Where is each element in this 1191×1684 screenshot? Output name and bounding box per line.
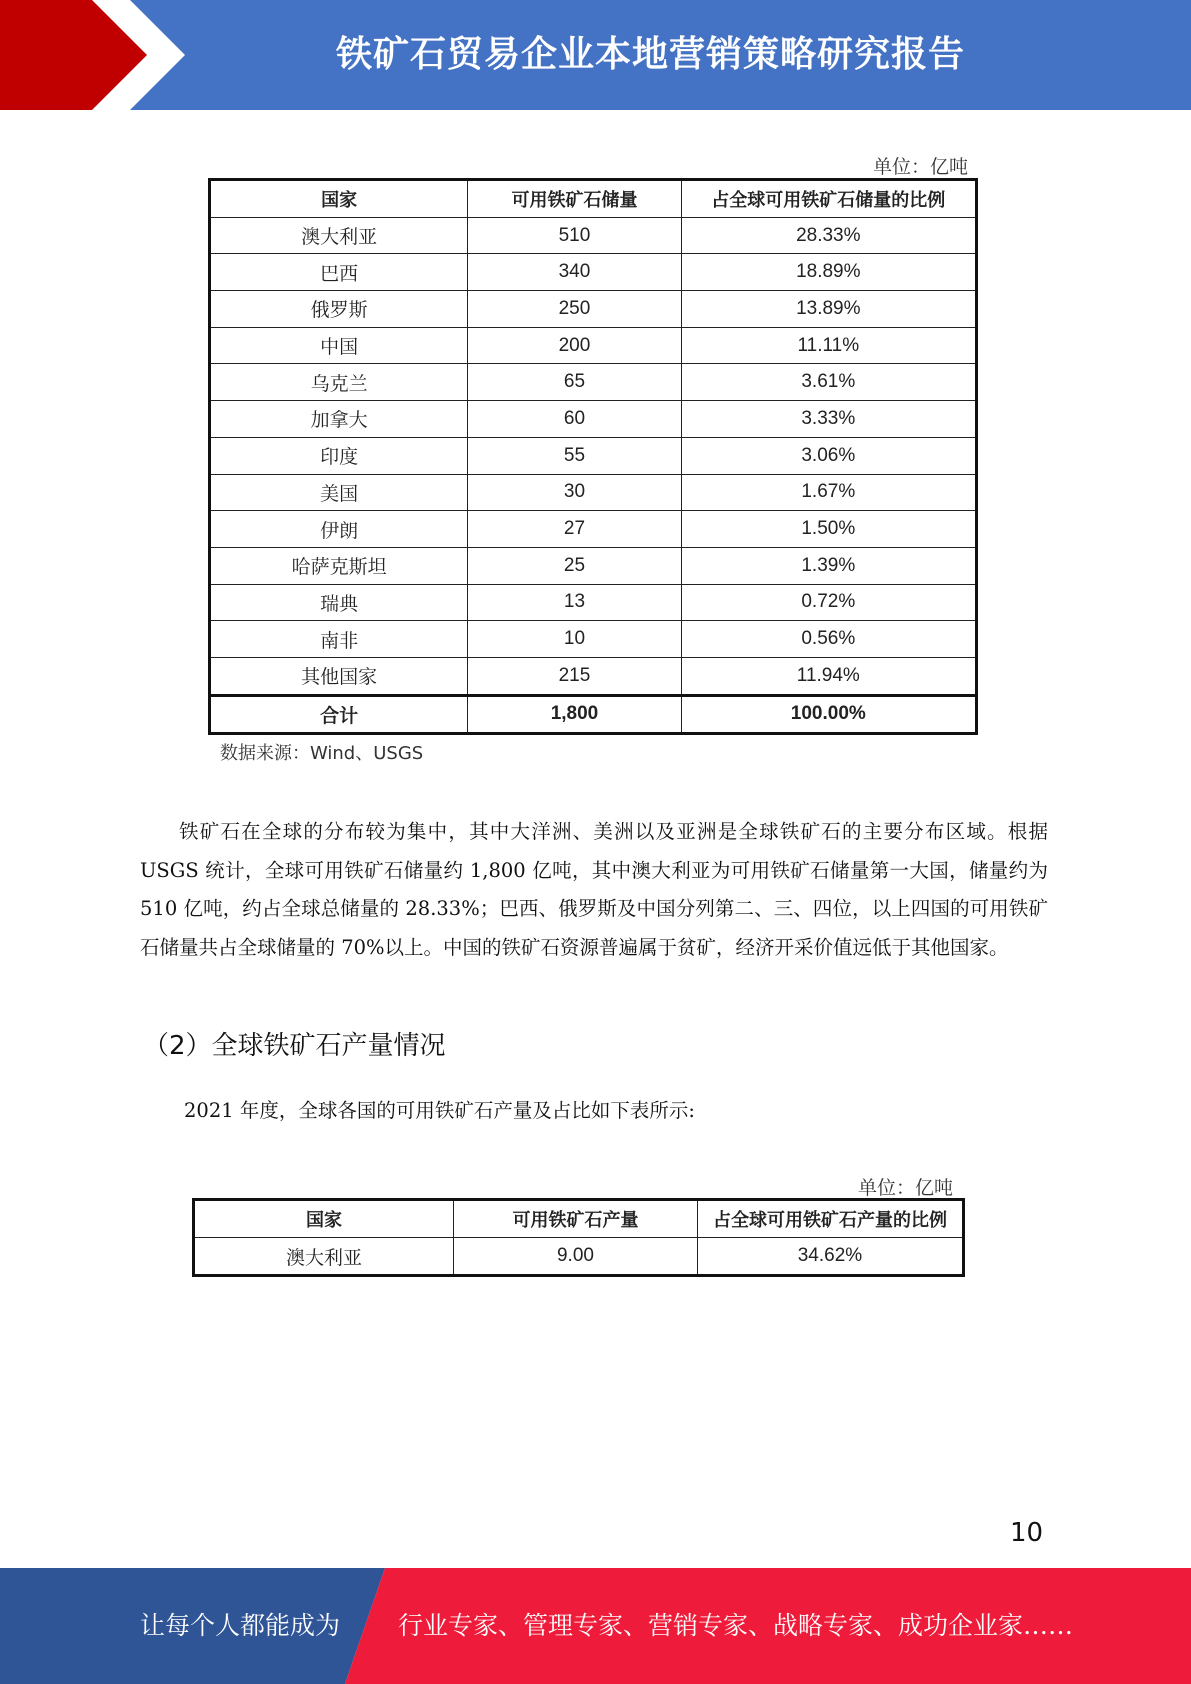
country-cell: 哈萨克斯坦 xyxy=(210,547,468,584)
column-header-reserves: 可用铁矿石储量 xyxy=(468,180,681,218)
table-row xyxy=(210,437,977,474)
footer-slogan-right: 行业专家、管理专家、营销专家、战略专家、成功企业家…… xyxy=(398,1611,1074,1640)
share-cell: 1.67% xyxy=(681,474,976,511)
table-row xyxy=(210,511,977,548)
total-reserves: 1,800 xyxy=(468,695,681,734)
table-row xyxy=(210,217,977,254)
table2-intro-text: 2021 年度，全球各国的可用铁矿石产量及占比如下表所示: xyxy=(184,1099,695,1122)
value-cell: 510 xyxy=(468,217,681,254)
country-cell: 美国 xyxy=(210,474,468,511)
table-row xyxy=(210,621,977,658)
table-row xyxy=(210,657,977,695)
share-cell: 3.06% xyxy=(681,437,976,474)
value-cell: 60 xyxy=(468,401,681,438)
country-cell: 伊朗 xyxy=(210,511,468,548)
footer-slogan-left: 让每个人都能成为 xyxy=(140,1611,341,1640)
share-cell: 13.89% xyxy=(681,291,976,328)
page-number: 10 xyxy=(1010,1518,1044,1548)
value-cell: 30 xyxy=(468,474,681,511)
value-cell: 9.00 xyxy=(454,1238,698,1276)
column-header-production: 可用铁矿石产量 xyxy=(454,1200,698,1238)
data-source-note: 数据来源：Wind、USGS xyxy=(220,743,424,764)
value-cell: 340 xyxy=(468,254,681,291)
share-cell: 1.50% xyxy=(681,511,976,548)
report-title: 铁矿石贸易企业本地营销策略研究报告 xyxy=(335,34,965,75)
value-cell: 25 xyxy=(468,547,681,584)
column-header-country: 国家 xyxy=(194,1200,454,1238)
column-header-share: 占全球可用铁矿石产量的比例 xyxy=(697,1200,963,1238)
table-row xyxy=(194,1238,964,1276)
table-row xyxy=(210,327,977,364)
country-cell: 乌克兰 xyxy=(210,364,468,401)
page-footer xyxy=(0,1568,1191,1684)
table-total-row xyxy=(210,695,977,734)
iron-ore-production-table xyxy=(192,1198,965,1277)
value-cell: 200 xyxy=(468,327,681,364)
table-row xyxy=(210,291,977,328)
value-cell: 10 xyxy=(468,621,681,658)
share-cell: 0.72% xyxy=(681,584,976,621)
value-cell: 13 xyxy=(468,584,681,621)
country-cell: 俄罗斯 xyxy=(210,291,468,328)
country-cell: 巴西 xyxy=(210,254,468,291)
share-cell: 34.62% xyxy=(697,1238,963,1276)
table1-unit-label: 单位：亿吨 xyxy=(873,156,969,178)
total-share: 100.00% xyxy=(681,695,976,734)
iron-ore-reserves-table xyxy=(208,178,978,735)
share-cell: 11.11% xyxy=(681,327,976,364)
share-cell: 0.56% xyxy=(681,621,976,658)
country-cell: 澳大利亚 xyxy=(194,1238,454,1276)
total-label: 合计 xyxy=(210,695,468,734)
value-cell: 65 xyxy=(468,364,681,401)
value-cell: 55 xyxy=(468,437,681,474)
section-heading: （2）全球铁矿石产量情况 xyxy=(143,1031,446,1061)
value-cell: 250 xyxy=(468,291,681,328)
country-cell: 南非 xyxy=(210,621,468,658)
table2-unit-label: 单位：亿吨 xyxy=(858,1177,954,1199)
share-cell: 28.33% xyxy=(681,217,976,254)
country-cell: 中国 xyxy=(210,327,468,364)
share-cell: 3.61% xyxy=(681,364,976,401)
table-row xyxy=(210,364,977,401)
share-cell: 11.94% xyxy=(681,657,976,695)
table-row xyxy=(210,254,977,291)
table-header-row xyxy=(194,1200,964,1238)
table-row xyxy=(210,401,977,438)
column-header-share: 占全球可用铁矿石储量的比例 xyxy=(681,180,976,218)
share-cell: 18.89% xyxy=(681,254,976,291)
country-cell: 澳大利亚 xyxy=(210,217,468,254)
share-cell: 3.33% xyxy=(681,401,976,438)
value-cell: 27 xyxy=(468,511,681,548)
country-cell: 加拿大 xyxy=(210,401,468,438)
table-row xyxy=(210,474,977,511)
country-cell: 印度 xyxy=(210,437,468,474)
country-cell: 瑞典 xyxy=(210,584,468,621)
body-paragraph: 铁矿石在全球的分布较为集中，其中大洋洲、美洲以及亚洲是全球铁矿石的主要分布区域。根据 USGS 统计，全球可用铁矿石储量约 1,800 亿吨，其中澳大利亚为可用铁矿石储量第一大国，储量约为 510 亿吨，约占全球总储量的 28.33%；巴西、俄罗斯及中国分列第二、三、四位，以上四国的可用铁矿石储量共占全球储量的 70%以上。中国的铁矿石资源普遍属于贫矿，经济开采价值远低于其他国家。 xyxy=(140,820,1048,959)
page-header xyxy=(0,0,1191,110)
table-header-row xyxy=(210,180,977,218)
value-cell: 215 xyxy=(468,657,681,695)
share-cell: 1.39% xyxy=(681,547,976,584)
country-cell: 其他国家 xyxy=(210,657,468,695)
column-header-country: 国家 xyxy=(210,180,468,218)
table-row xyxy=(210,547,977,584)
table-row xyxy=(210,584,977,621)
